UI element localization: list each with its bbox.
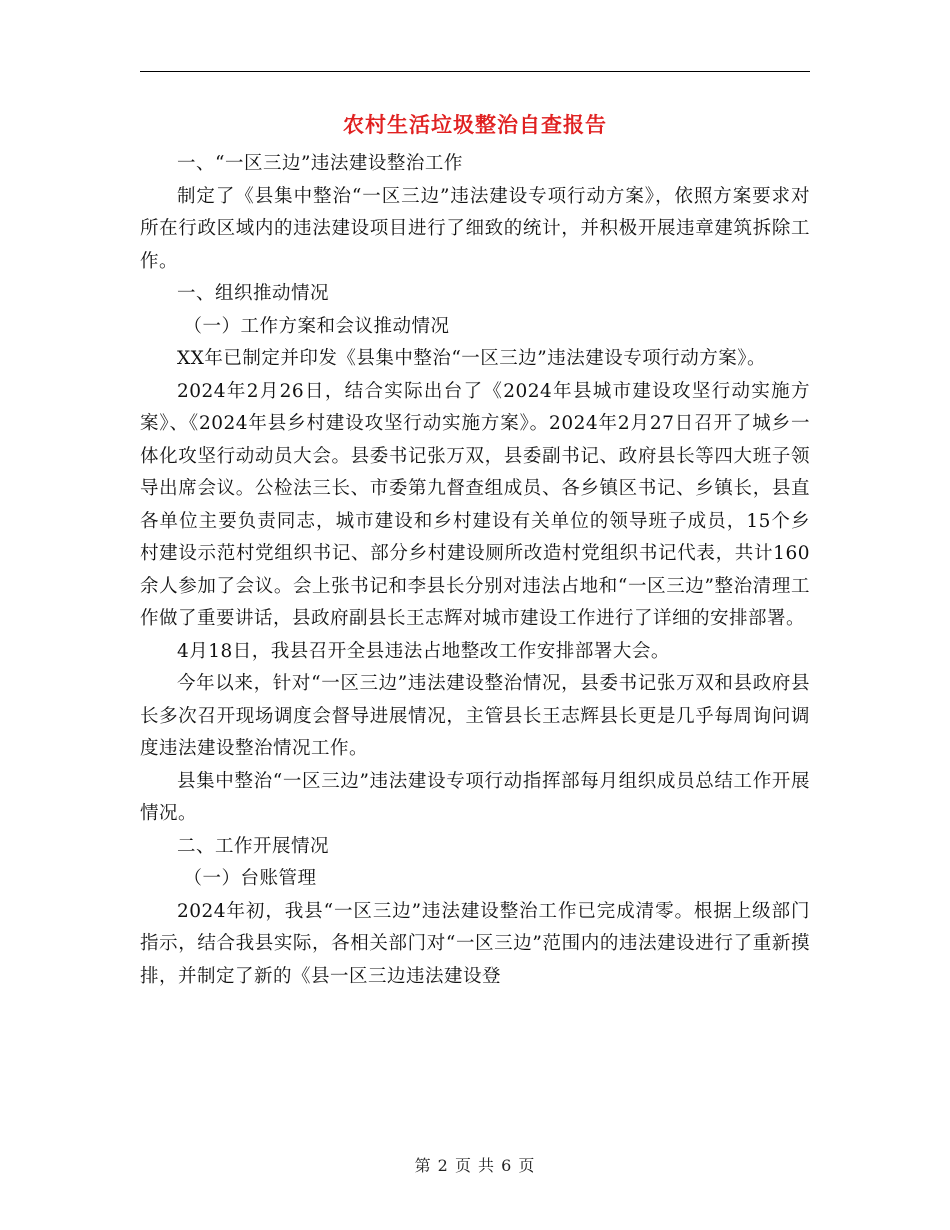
paragraph: 2024年初，我县“一区三边”违法建设整治工作已完成清零。根据上级部门指示，结合我县实际，各相关部门对“一区三边”范围内的违法建设进行了重新摸排，并制定了新的《县一区三边违法建设登 <box>140 900 810 987</box>
paragraph-heading-3: 二、工作开展情况 <box>177 835 330 857</box>
document-title: 农村生活垃圾整治自查报告 <box>343 112 607 137</box>
paragraph-subheading-1: （一）工作方案和会议推动情况 <box>183 315 450 337</box>
paragraph: 县集中整治“一区三边”违法建设专项行动指挥部每月组织成员总结工作开展情况。 <box>140 770 810 824</box>
paragraph-heading-1: 一、“一区三边”违法建设整治工作 <box>177 153 463 174</box>
page-number-footer: 第 2 页 共 6 页 <box>414 1156 536 1175</box>
paragraph-heading-2: 一、组织推动情况 <box>177 283 330 304</box>
header-rule <box>140 71 810 72</box>
paragraph: 4月18日，我县召开全县违法占地整改工作安排部署大会。 <box>177 640 670 662</box>
paragraph-subheading-2: （一）台账管理 <box>183 868 317 889</box>
paragraph: 2024年2月26日，结合实际出台了《2024年县城市建设攻坚行动实施方案》、《2024年县乡村建设攻坚行动实施方案》。2024年2月27日召开了城乡一体化攻坚行动动员大会。县委书记张万双，县委副书记、政府县长等四大班子领导出席会议。公检法三长、市委第九督查组成员、各乡镇区书记、乡镇长，县直各单位主要负责同志，城市建设和乡村建设有关单位的领导班子成员，15个乡村建设示范村党组织书记、部分乡村建设厕所改造村党组织书记代表，共计160余人参加了会议。会上张书记和李县长分别对违法占地和“一区三边”整治清理工作做了重要讲话，县政府副县长王志辉对城市建设工作进行了详细的安排部署。 <box>140 380 810 629</box>
paragraph: XX年已制定并印发《县集中整治“一区三边”违法建设专项行动方案》。 <box>177 348 767 369</box>
paragraph: 今年以来，针对“一区三边”违法建设整治情况，县委书记张万双和县政府县长多次召开现场调度会督导进展情况，主管县长王志辉县长更是几乎每周询问调度违法建设整治情况工作。 <box>140 673 810 759</box>
paragraph: 制定了《县集中整治“一区三边”违法建设专项行动方案》，依照方案要求对所在行政区域内的违法建设项目进行了细致的统计，并积极开展违章建筑拆除工作。 <box>140 185 810 272</box>
document-body <box>140 148 810 993</box>
